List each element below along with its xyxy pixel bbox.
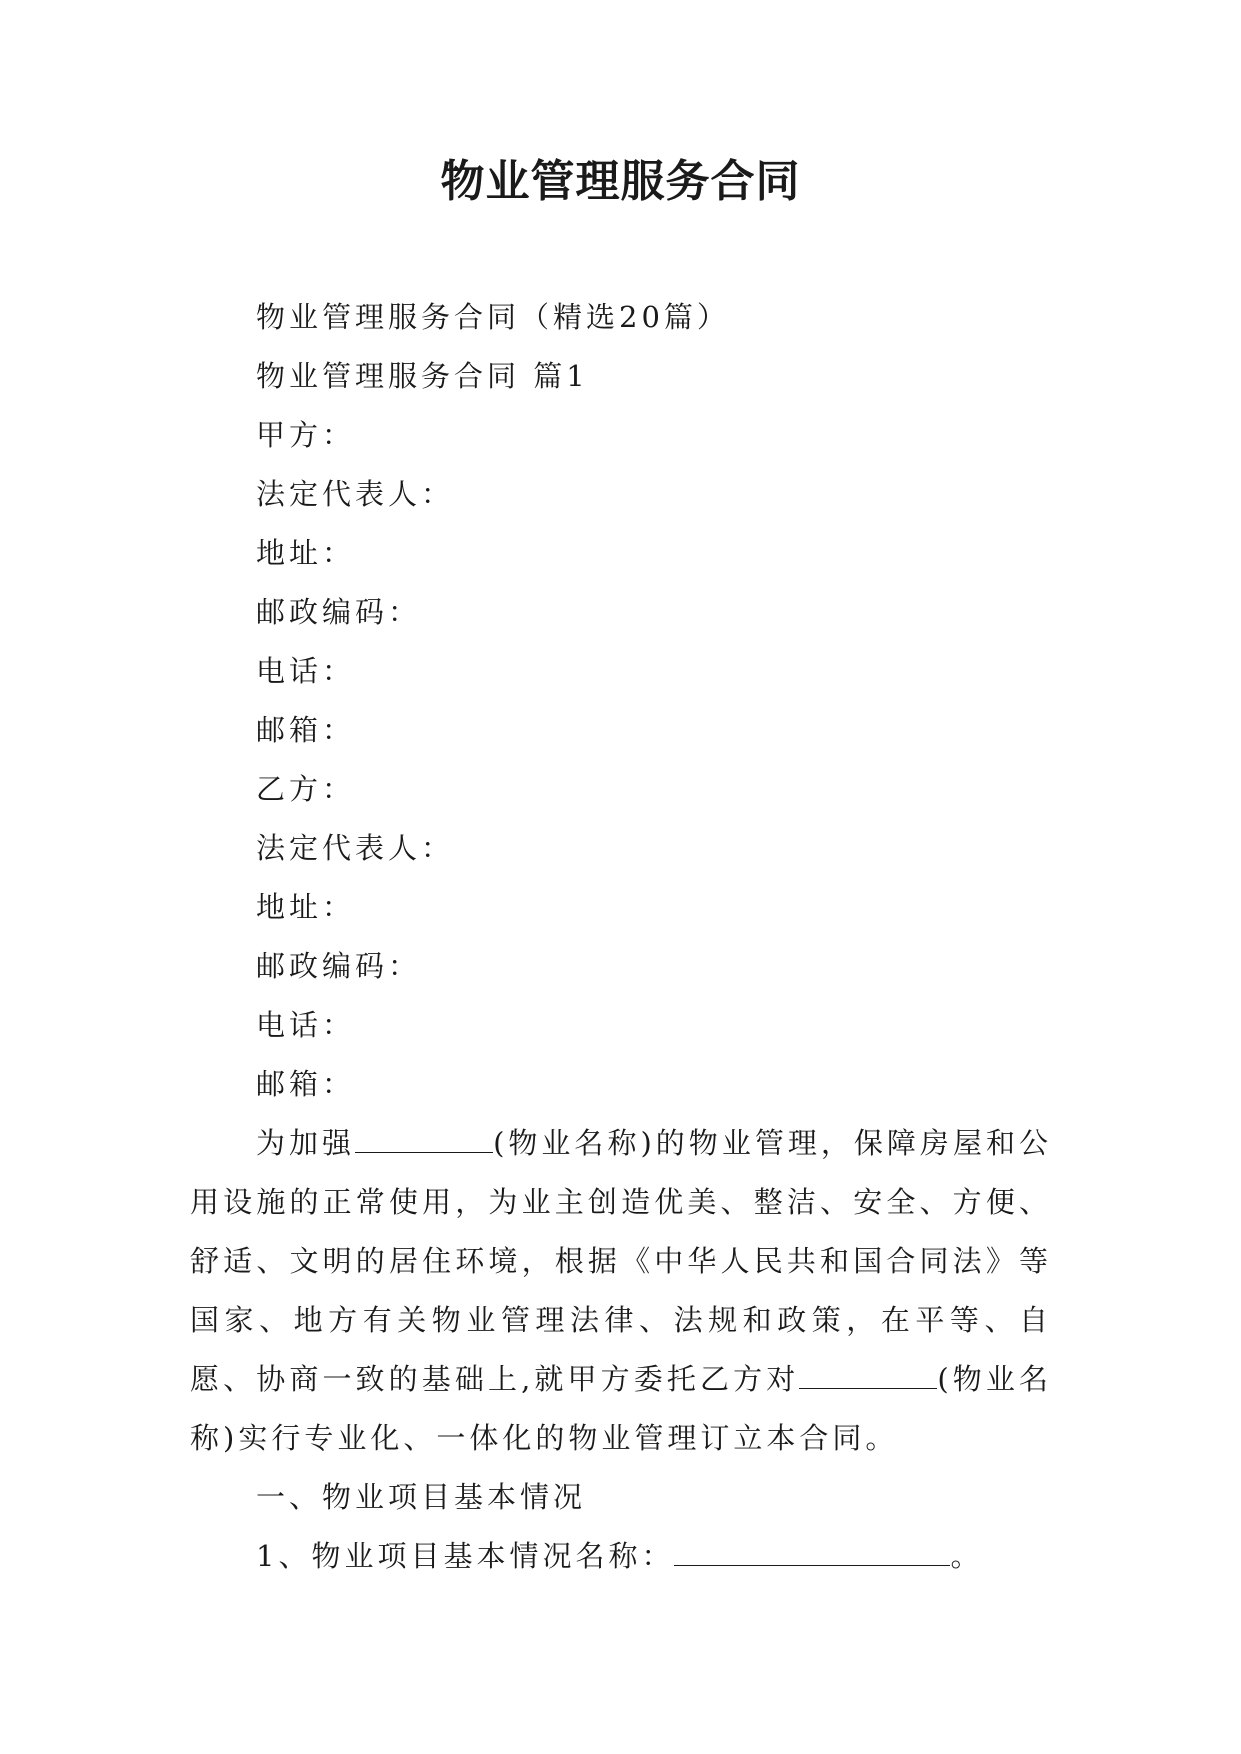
property-name-blank [355, 1126, 493, 1153]
item-1-blank [674, 1539, 950, 1566]
party-a-address: 地址： [256, 536, 356, 570]
section-heading: 一、物业项目基本情况 [256, 1480, 587, 1514]
document-body [190, 288, 1052, 1586]
party-b-postcode: 邮政编码： [256, 949, 422, 983]
property-name-blank-2 [799, 1362, 937, 1389]
preamble-paragraph [190, 1114, 1052, 1468]
contract-heading: 物业管理服务合同 篇1 [256, 359, 589, 393]
preamble-part-2: (物业名称)的物业管理，保障房屋和公用设施的正常使用，为业主创造优美、整洁、安全、方便、舒适、文明的居住环境，根据《中华人民共和国合同法》等国家、地方有关物业管理法律、法规和政策，在平等、自愿、协商一致的基础上,就甲方委托乙方对 [190, 1126, 1052, 1396]
document-title: 物业管理服务合同 [440, 156, 801, 207]
party-b-phone: 电话： [256, 1008, 356, 1042]
subtitle-line: 物业管理服务合同（精选20篇） [256, 300, 730, 334]
party-b-label: 乙方： [256, 772, 356, 806]
party-a-postcode: 邮政编码： [256, 595, 422, 629]
party-a-label: 甲方： [256, 418, 356, 452]
item-1-end: 。 [950, 1539, 984, 1573]
party-b-email: 邮箱： [256, 1067, 356, 1101]
item-1-label: 1、物业项目基本情况名称： [256, 1539, 675, 1573]
party-b-representative: 法定代表人： [256, 831, 455, 865]
item-1-line [190, 1527, 1052, 1586]
party-a-representative: 法定代表人： [256, 477, 455, 511]
preamble-part-1: 为加强 [256, 1126, 356, 1160]
preamble-part-3: (物业名称)实行专业化、一体化的物业管理订立本合同。 [190, 1362, 1052, 1455]
party-a-email: 邮箱： [256, 713, 356, 747]
party-a-phone: 电话： [256, 654, 356, 688]
party-b-address: 地址： [256, 890, 356, 924]
